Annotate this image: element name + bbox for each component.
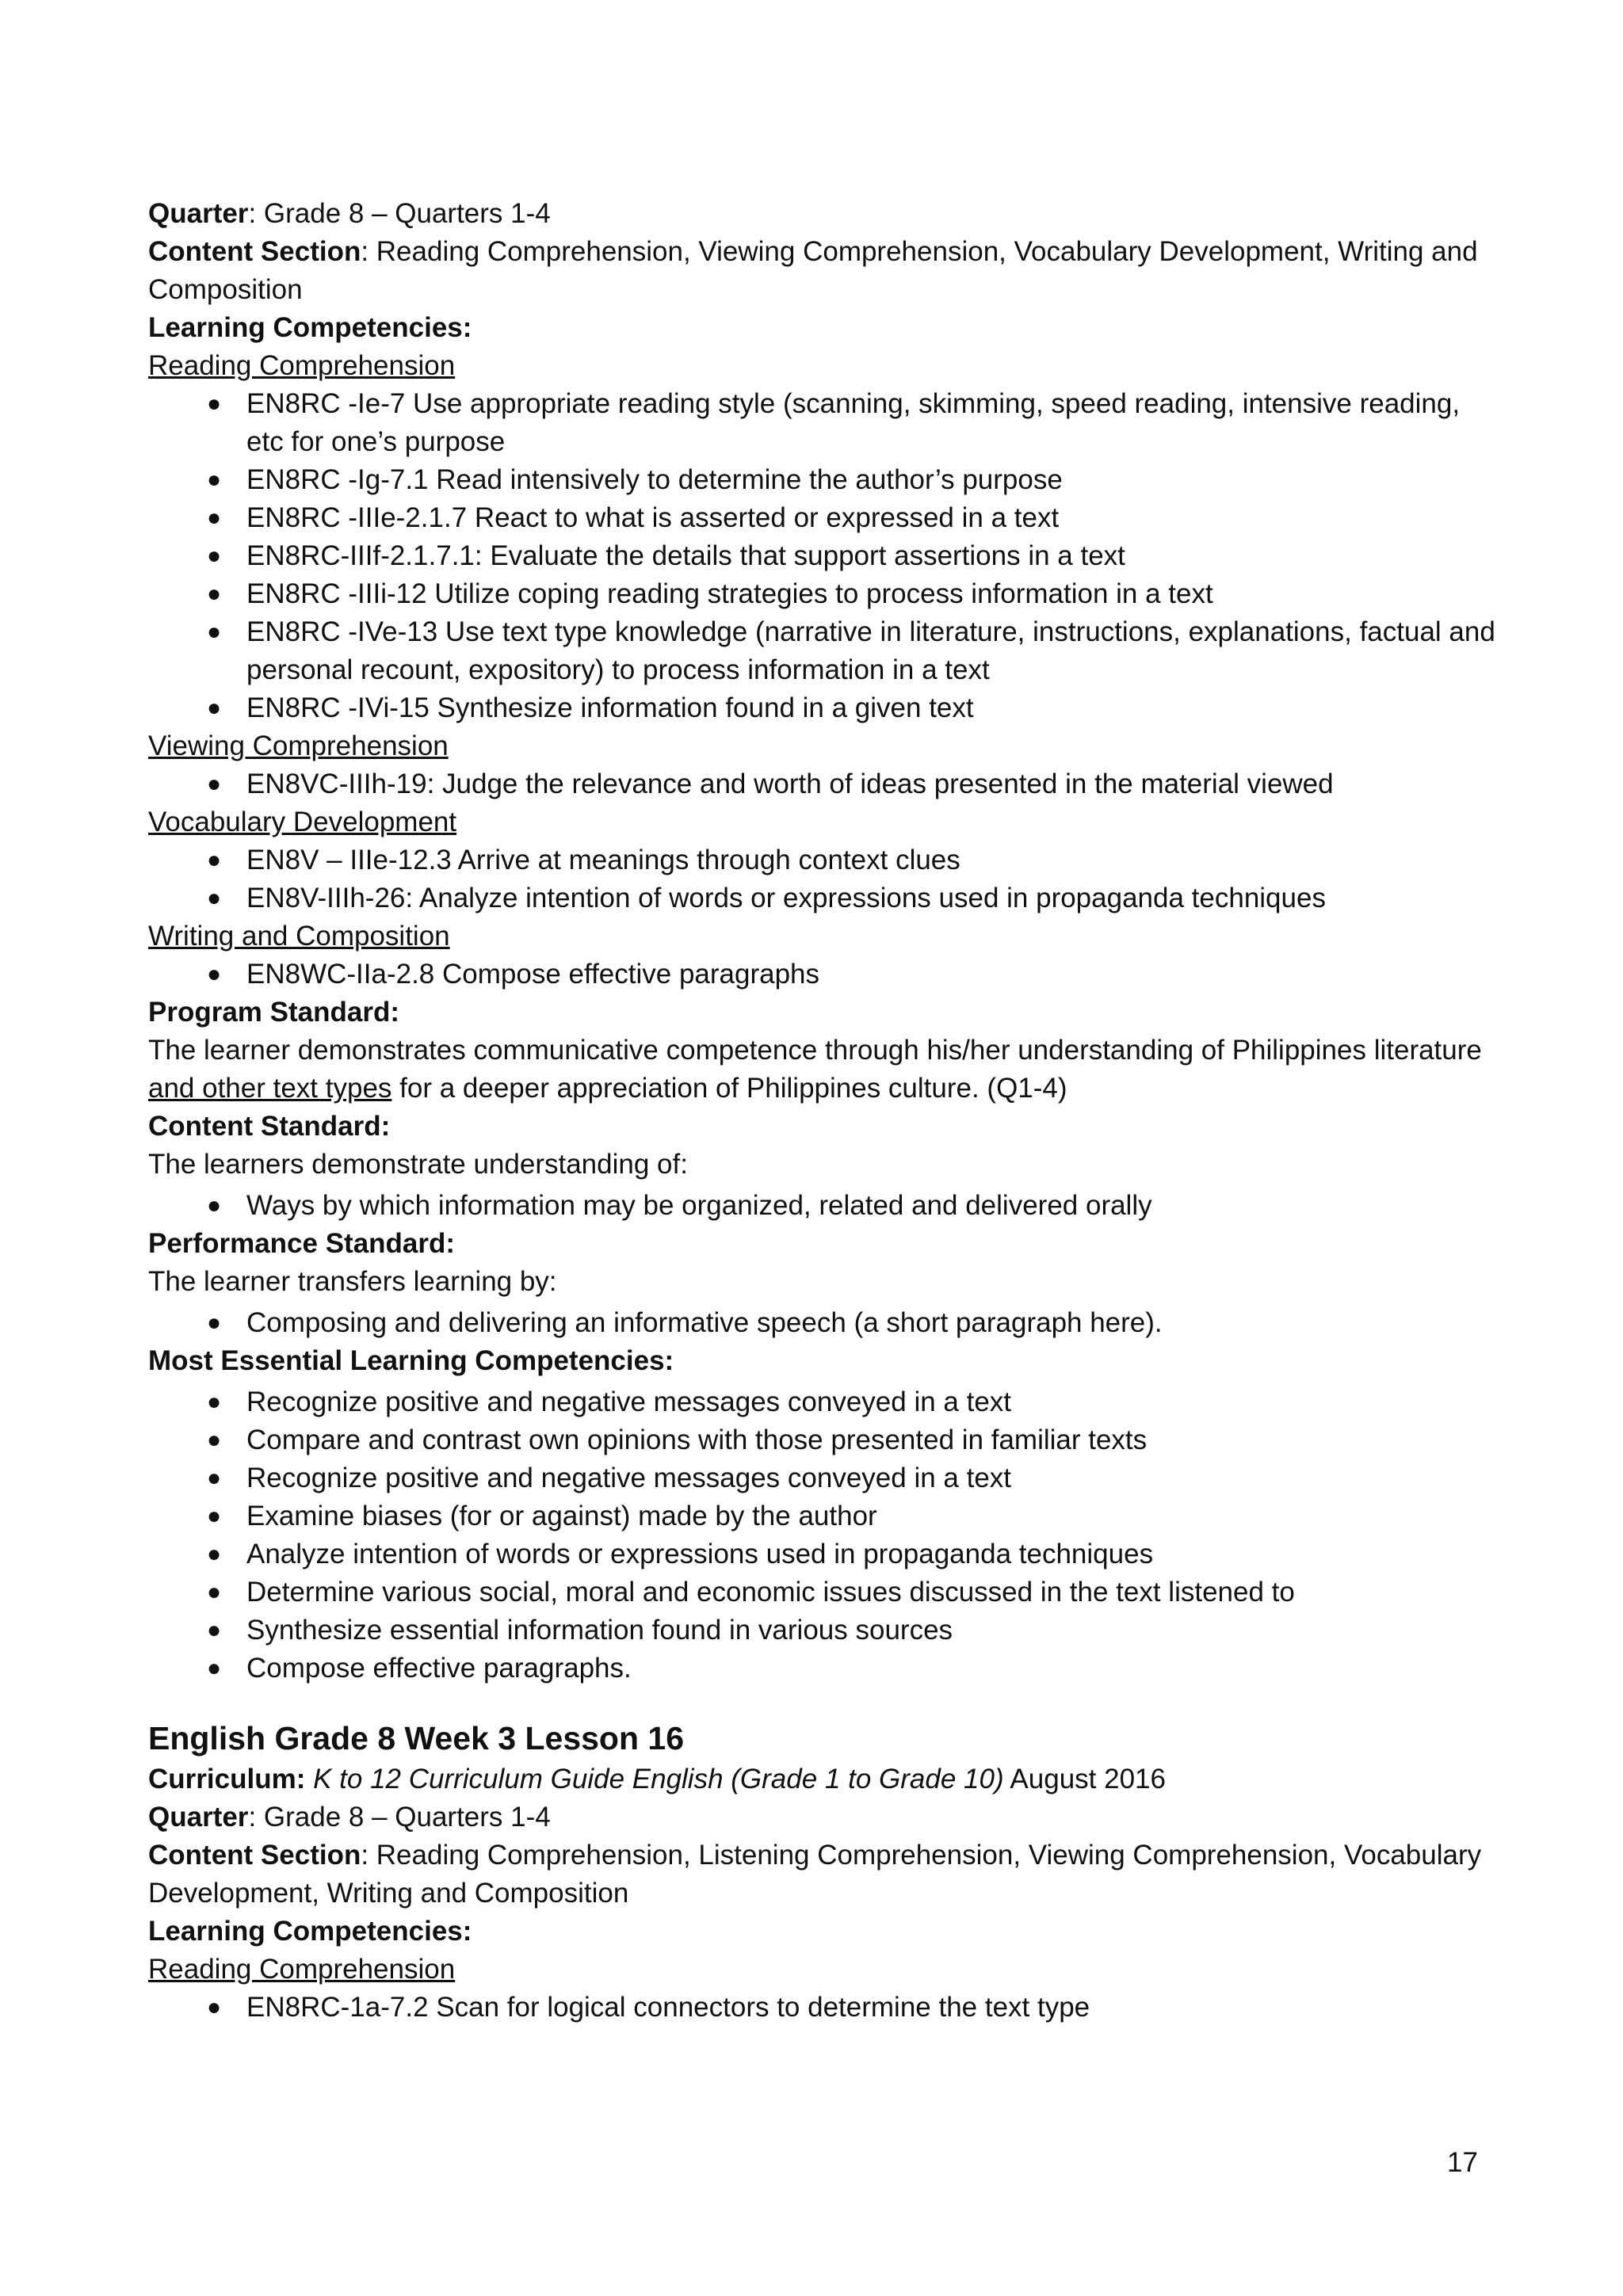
lesson-16-content-section-line <box>148 1836 1495 1913</box>
bullet-icon: ● <box>207 391 222 417</box>
reading-comprehension-list <box>148 385 1495 727</box>
program-standard-label: Program Standard: <box>148 997 399 1028</box>
content-section-value: : Reading Comprehension, Listening Comprehension, Viewing Comprehension, Vocabulary Development, Writing and Composition <box>148 1840 1482 1909</box>
list-item: ● Analyze intention of words or expressions used in propaganda techniques <box>148 1535 1495 1573</box>
lesson-16-reading-list <box>148 1989 1495 2027</box>
quarter-label: Quarter <box>148 1802 249 1833</box>
list-item: ● EN8RC -IVi-15 Synthesize information found in a given text <box>148 689 1495 727</box>
list-item: ● EN8RC -IIIi-12 Utilize coping reading strategies to process information in a text <box>148 575 1495 613</box>
list-item: ● Compare and contrast own opinions with those presented in familiar texts <box>148 1421 1495 1459</box>
bullet-icon: ● <box>207 467 222 493</box>
bullet-icon: ● <box>207 1541 222 1567</box>
page-number: 17 <box>1447 2147 1478 2178</box>
content-section-label: Content Section <box>148 1840 361 1871</box>
content-section-label: Content Section <box>148 236 361 267</box>
bullet-icon: ● <box>207 847 222 873</box>
bullet-icon: ● <box>207 581 222 607</box>
bullet-icon: ● <box>207 1310 222 1336</box>
lesson-16-title: English Grade 8 Week 3 Lesson 16 <box>148 1720 685 1756</box>
curriculum-date: August 2016 <box>1003 1764 1166 1794</box>
reading-comprehension-heading: Reading Comprehension <box>148 350 456 381</box>
list-item: ● Synthesize essential information found in various sources <box>148 1611 1495 1650</box>
writing-composition-list <box>148 955 1495 994</box>
quarter-value: : Grade 8 – Quarters 1-4 <box>248 198 551 229</box>
curriculum-label: Curriculum: <box>148 1764 306 1794</box>
list-item: ● Composing and delivering an informative speech (a short paragraph here). <box>148 1304 1495 1342</box>
list-item: ● Examine biases (for or against) made by the author <box>148 1497 1495 1535</box>
learning-competencies-label: Learning Competencies: <box>148 312 472 343</box>
bullet-icon: ● <box>207 1503 222 1529</box>
viewing-comprehension-list <box>148 765 1495 803</box>
list-item: ● EN8RC -IVe-13 Use text type knowledge (narrative in literature, instructions, explanations, factual and personal recount, expository) to process information in a text <box>148 613 1495 689</box>
bullet-icon: ● <box>207 1389 222 1415</box>
list-item: ● EN8RC -IIIe-2.1.7 React to what is asserted or expressed in a text <box>148 499 1495 537</box>
list-item: ● Ways by which information may be organized, related and delivered orally <box>148 1187 1495 1225</box>
section-spacer <box>148 1688 1495 1716</box>
list-item: ● EN8WC-IIa-2.8 Compose effective paragraphs <box>148 955 1495 994</box>
lesson-16-quarter-line <box>148 1798 1495 1836</box>
list-item: ● Determine various social, moral and economic issues discussed in the text listened to <box>148 1573 1495 1611</box>
content-standard-intro: The learners demonstrate understanding of: <box>148 1149 688 1180</box>
bullet-icon: ● <box>207 619 222 645</box>
bullet-icon: ● <box>207 1617 222 1643</box>
content-section-line <box>148 233 1495 309</box>
curriculum-line <box>148 1760 1495 1798</box>
bullet-icon: ● <box>207 1465 222 1491</box>
bullet-icon: ● <box>207 695 222 721</box>
bullet-icon: ● <box>207 1994 222 2020</box>
melc-label: Most Essential Learning Competencies: <box>148 1345 674 1376</box>
lesson-16-reading-heading: Reading Comprehension <box>148 1954 456 1985</box>
content-standard-label: Content Standard: <box>148 1111 391 1142</box>
list-item: ● EN8VC-IIIh-19: Judge the relevance and worth of ideas presented in the material viewed <box>148 765 1495 803</box>
list-item: ● Compose effective paragraphs. <box>148 1650 1495 1688</box>
list-item: ● EN8V-IIIh-26: Analyze intention of words or expressions used in propaganda techniques <box>148 879 1495 917</box>
content-standard-list <box>148 1187 1495 1225</box>
quarter-label: Quarter <box>148 198 249 229</box>
vocabulary-development-list <box>148 841 1495 917</box>
content-section-value: : Reading Comprehension, Viewing Comprehension, Vocabulary Development, Writing and Composition <box>148 236 1478 305</box>
list-item: ● EN8RC -Ie-7 Use appropriate reading style (scanning, skimming, speed reading, intensive reading, etc for one’s purpose <box>148 385 1495 461</box>
underlined-phrase: and other text types <box>148 1073 392 1104</box>
quarter-line <box>148 195 1495 233</box>
bullet-icon: ● <box>207 1192 222 1219</box>
list-item: ● Recognize positive and negative messages conveyed in a text <box>148 1459 1495 1497</box>
viewing-comprehension-heading: Viewing Comprehension <box>148 730 449 761</box>
performance-standard-list <box>148 1304 1495 1342</box>
performance-standard-label: Performance Standard: <box>148 1228 456 1259</box>
list-item: ● EN8RC-IIIf-2.1.7.1: Evaluate the details that support assertions in a text <box>148 537 1495 575</box>
curriculum-guide: K to 12 Curriculum Guide English (Grade 1 to Grade 10) <box>305 1764 1004 1794</box>
list-item: ● EN8RC-1a-7.2 Scan for logical connectors to determine the text type <box>148 1989 1495 2027</box>
program-standard-text: The learner demonstrates communicative competence through his/her understanding of Philippines literature and other text types for a deeper appreciation of Philippines culture. (Q1-4) <box>148 1035 1482 1104</box>
quarter-value: : Grade 8 – Quarters 1-4 <box>248 1802 551 1833</box>
bullet-icon: ● <box>207 505 222 531</box>
vocabulary-development-heading: Vocabulary Development <box>148 807 457 837</box>
list-item: ● EN8RC -Ig-7.1 Read intensively to determine the author’s purpose <box>148 461 1495 499</box>
bullet-icon: ● <box>207 543 222 569</box>
bullet-icon: ● <box>207 885 222 911</box>
bullet-icon: ● <box>207 1655 222 1681</box>
bullet-icon: ● <box>207 1579 222 1605</box>
list-item: ● Recognize positive and negative messages conveyed in a text <box>148 1383 1495 1421</box>
writing-composition-heading: Writing and Composition <box>148 921 450 952</box>
melc-list <box>148 1383 1495 1688</box>
performance-standard-intro: The learner transfers learning by: <box>148 1266 557 1297</box>
bullet-icon: ● <box>207 1427 222 1453</box>
bullet-icon: ● <box>207 771 222 797</box>
document-page <box>148 195 1495 2027</box>
list-item: ● EN8V – IIIe-12.3 Arrive at meanings through context clues <box>148 841 1495 879</box>
bullet-icon: ● <box>207 961 222 987</box>
lesson-16-learning-competencies-label: Learning Competencies: <box>148 1916 472 1947</box>
